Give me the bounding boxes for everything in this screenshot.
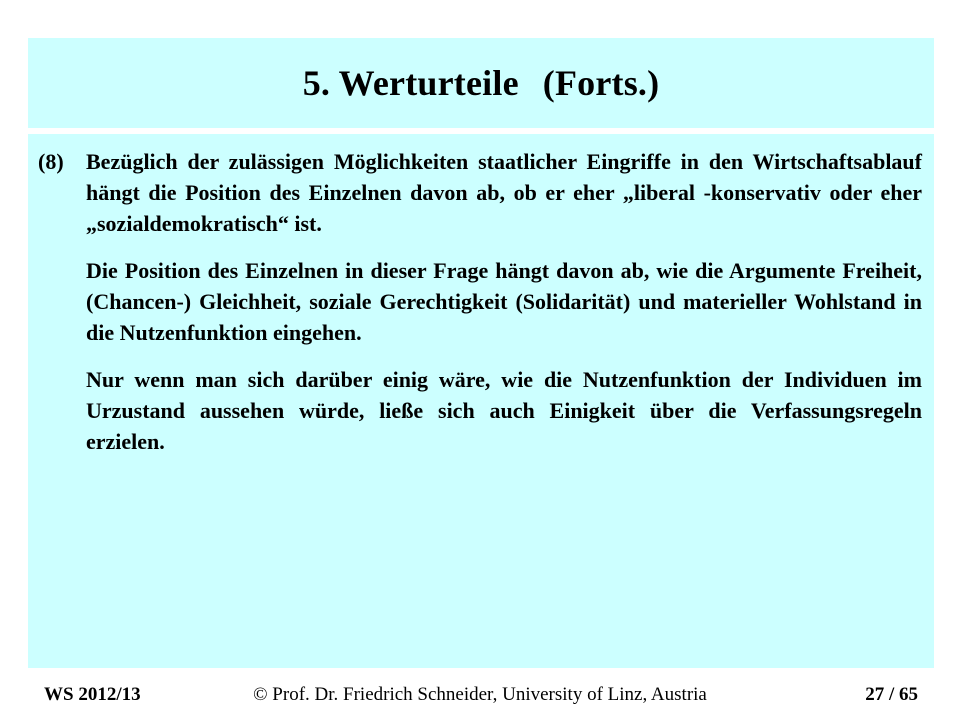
paragraph: Nur wenn man sich darüber einig wäre, wie die Nutzenfunktion der Individuen im Urzustand aussehen würde, ließe sich auch Einigkeit über die Verfassungsregeln erzielen. [86,367,922,454]
slide-title-main: 5. Werturteile [302,63,519,103]
title-bar [28,38,934,128]
paragraph: Die Position des Einzelnen in dieser Frage hängt davon ab, wie die Argumente Freiheit, (Chancen-) Gleichheit, soziale Gerechtigkeit (Solidarität) und materieller Wohlstand in die Nutzenfunktion eingehen. [86,258,922,345]
footer-copyright: © Prof. Dr. Friedrich Schneider, University of Linz, Austria [253,684,707,705]
footer [0,682,960,710]
content-area [28,134,934,668]
item-number: (8) [38,149,64,174]
footer-page-number: 27 / 65 [865,684,918,705]
footer-semester: WS 2012/13 [44,684,141,705]
item-body [86,146,922,457]
slide-title-suffix: (Forts.) [542,63,660,103]
slide-title [303,62,660,104]
list-item [38,146,922,473]
paragraph: Bezüglich der zulässigen Möglichkeiten staatlicher Eingriffe in den Wirtschaftsablauf hängt die Position des Einzelnen davon ab, ob er eher „liberal -konservativ oder eher „sozialdemokratisch“ ist. [86,149,922,236]
